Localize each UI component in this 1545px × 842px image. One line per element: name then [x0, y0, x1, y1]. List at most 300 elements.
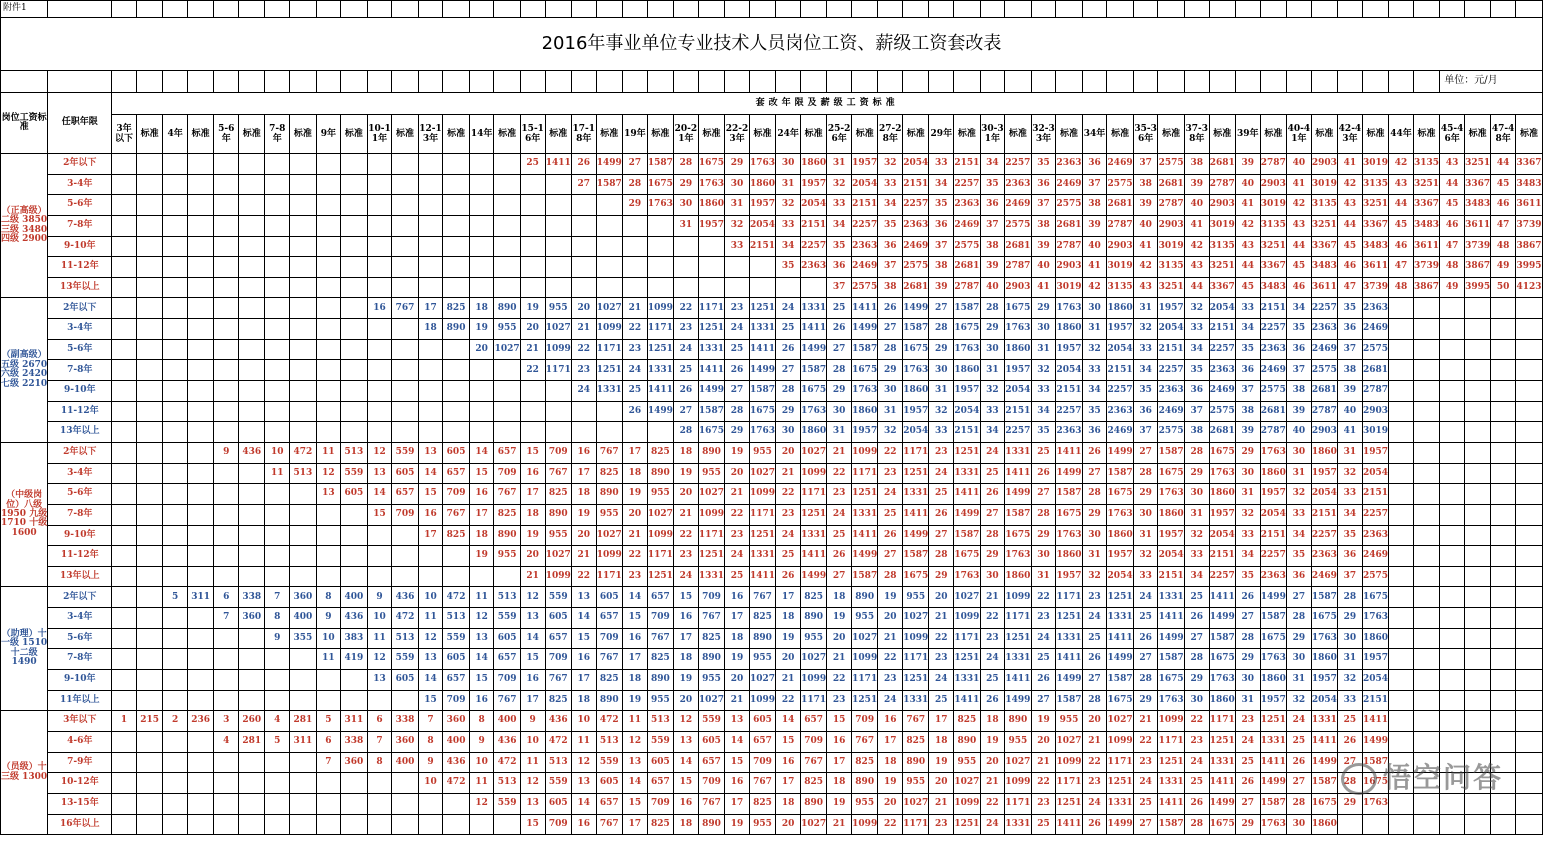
year-header: 34年: [1082, 115, 1107, 154]
empty-cell: [112, 442, 137, 463]
empty-cell: [1491, 504, 1516, 525]
salary-grade-cell: 22: [776, 690, 801, 711]
std-header: 标准: [1209, 115, 1235, 154]
salary-amount-cell: 3483: [1516, 174, 1543, 195]
empty-cell: [367, 319, 392, 340]
empty-cell: [1413, 690, 1439, 711]
empty-cell: [265, 670, 290, 691]
salary-grade-cell: 18: [776, 608, 801, 629]
salary-amount-cell: 1251: [800, 504, 826, 525]
empty-cell: [571, 401, 596, 422]
salary-grade-cell: 12: [469, 608, 494, 629]
empty-cell: [187, 298, 213, 319]
empty-cell: [163, 566, 188, 587]
table-row: [1, 463, 1543, 484]
salary-grade-cell: 19: [980, 731, 1005, 752]
salary-grade-cell: 12: [520, 587, 545, 608]
empty-cell: [290, 670, 316, 691]
empty-cell: [1311, 1, 1337, 18]
salary-amount-cell: 825: [545, 690, 571, 711]
salary-grade-cell: 11: [571, 731, 596, 752]
salary-grade-cell: 49: [1440, 277, 1465, 298]
empty-cell: [725, 1, 750, 18]
salary-amount-cell: 4123: [1516, 277, 1543, 298]
salary-grade-cell: 7: [316, 752, 341, 773]
salary-grade-cell: 36: [1133, 401, 1158, 422]
salary-grade-cell: 16: [674, 608, 699, 629]
salary-grade-cell: 27: [623, 154, 648, 175]
salary-amount-cell: 2575: [1107, 174, 1133, 195]
empty-cell: [1440, 422, 1465, 443]
tenure-label: 13年以上: [48, 277, 112, 298]
salary-grade-cell: 32: [1287, 690, 1312, 711]
salary-amount-cell: 1027: [596, 298, 622, 319]
empty-cell: [214, 628, 239, 649]
empty-cell: [290, 236, 316, 257]
empty-cell: [878, 1, 903, 18]
empty-cell: [1440, 381, 1465, 402]
tenure-label: 3-4年: [48, 463, 112, 484]
empty-cell: [392, 793, 418, 814]
salary-grade-cell: 14: [623, 773, 648, 794]
salary-amount-cell: 1171: [851, 463, 877, 484]
salary-grade-cell: 22: [776, 484, 801, 505]
salary-grade-cell: 9: [520, 711, 545, 732]
empty-cell: [367, 277, 392, 298]
salary-amount-cell: 2257: [1260, 546, 1286, 567]
salary-grade-cell: 23: [827, 484, 852, 505]
empty-cell: [239, 401, 265, 422]
empty-cell: [341, 381, 367, 402]
salary-amount-cell: 1331: [1005, 649, 1031, 670]
salary-amount-cell: 2363: [1260, 566, 1286, 587]
salary-amount-cell: 955: [494, 319, 520, 340]
empty-cell: [1338, 814, 1363, 835]
salary-amount-cell: 2151: [954, 154, 980, 175]
salary-amount-cell: 1331: [1311, 711, 1337, 732]
empty-cell: [1413, 463, 1439, 484]
salary-amount-cell: 3739: [1413, 257, 1439, 278]
salary-grade-cell: 13: [418, 442, 443, 463]
salary-amount-cell: 513: [341, 442, 367, 463]
year-header: 30-31年: [980, 115, 1005, 154]
salary-grade-cell: 32: [1082, 339, 1107, 360]
empty-cell: [1413, 360, 1439, 381]
empty-cell: [367, 236, 392, 257]
salary-grade-cell: 32: [1338, 670, 1363, 691]
salary-grade-cell: 36: [929, 215, 954, 236]
empty-cell: [674, 1, 699, 18]
empty-cell: [316, 319, 341, 340]
table-row: [1, 442, 1543, 463]
empty-cell: [1389, 422, 1414, 443]
salary-grade-cell: 37: [1338, 339, 1363, 360]
empty-cell: [112, 793, 137, 814]
salary-amount-cell: 2787: [954, 277, 980, 298]
salary-grade-cell: 25: [878, 504, 903, 525]
salary-grade-cell: 30: [1031, 319, 1056, 340]
empty-cell: [112, 587, 137, 608]
empty-cell: [1389, 360, 1414, 381]
tenure-label: 11-12年: [48, 401, 112, 422]
salary-grade-cell: 12: [469, 793, 494, 814]
salary-grade-cell: 29: [1133, 484, 1158, 505]
salary-grade-cell: 20: [827, 628, 852, 649]
salary-amount-cell: 2681: [1209, 422, 1235, 443]
empty-cell: [1516, 690, 1543, 711]
salary-amount-cell: 2903: [1005, 277, 1031, 298]
table-row: [1, 236, 1543, 257]
header-tenure: 任职年限: [48, 93, 112, 154]
salary-grade-cell: 33: [827, 195, 852, 216]
empty-cell: [341, 401, 367, 422]
empty-cell: [443, 174, 469, 195]
salary-amount-cell: 3611: [1464, 215, 1490, 236]
table-row: [1, 504, 1543, 525]
empty-cell: [903, 1, 929, 18]
salary-grade-cell: 19: [520, 525, 545, 546]
salary-amount-cell: 436: [239, 442, 265, 463]
empty-cell: [214, 814, 239, 835]
empty-cell: [239, 319, 265, 340]
salary-grade-cell: 40: [1287, 154, 1312, 175]
empty-cell: [1440, 298, 1465, 319]
salary-amount-cell: 1675: [647, 174, 673, 195]
salary-grade-cell: 32: [725, 215, 750, 236]
salary-amount-cell: 1171: [698, 298, 724, 319]
empty-cell: [469, 422, 494, 443]
empty-cell: [187, 442, 213, 463]
salary-grade-cell: 25: [980, 463, 1005, 484]
salary-grade-cell: 21: [980, 587, 1005, 608]
empty-cell: [265, 793, 290, 814]
salary-grade-cell: 38: [1133, 174, 1158, 195]
salary-grade-cell: 29: [776, 401, 801, 422]
salary-grade-cell: 34: [776, 236, 801, 257]
empty-cell: [265, 195, 290, 216]
empty-cell: [265, 752, 290, 773]
empty-cell: [418, 793, 443, 814]
salary-amount-cell: 2363: [800, 257, 826, 278]
salary-grade-cell: 40: [1235, 174, 1260, 195]
empty-cell: [341, 793, 367, 814]
salary-amount-cell: 2787: [1107, 215, 1133, 236]
salary-grade-cell: 5: [265, 731, 290, 752]
salary-amount-cell: 1587: [954, 525, 980, 546]
empty-cell: [1235, 1, 1260, 18]
empty-cell: [214, 793, 239, 814]
empty-cell: [545, 236, 571, 257]
salary-grade-cell: 8: [265, 608, 290, 629]
salary-grade-cell: 24: [1133, 773, 1158, 794]
salary-amount-cell: 1499: [1107, 814, 1133, 835]
salary-amount-cell: 1251: [954, 442, 980, 463]
empty-cell: [980, 1, 1005, 18]
salary-amount-cell: 1860: [1209, 690, 1235, 711]
salary-amount-cell: 2363: [1311, 546, 1337, 567]
salary-amount-cell: 1251: [1005, 628, 1031, 649]
salary-amount-cell: 1411: [1056, 649, 1082, 670]
salary-grade-cell: 20: [674, 484, 699, 505]
empty-cell: [1491, 1, 1516, 18]
empty-cell: [1440, 587, 1465, 608]
empty-cell: [290, 793, 316, 814]
empty-cell: [1516, 670, 1543, 691]
salary-grade-cell: 14: [571, 608, 596, 629]
salary-amount-cell: 1251: [596, 360, 622, 381]
salary-amount-cell: 2469: [1107, 422, 1133, 443]
salary-amount-cell: 3739: [1362, 277, 1388, 298]
salary-amount-cell: 2054: [1209, 525, 1235, 546]
empty-cell: [239, 670, 265, 691]
empty-cell: [239, 752, 265, 773]
empty-cell: [1389, 381, 1414, 402]
empty-cell: [136, 401, 162, 422]
salary-amount-cell: 605: [545, 793, 571, 814]
salary-amount-cell: 1860: [800, 422, 826, 443]
salary-grade-cell: 25: [1184, 773, 1209, 794]
salary-amount-cell: 767: [851, 731, 877, 752]
empty-cell: [316, 793, 341, 814]
empty-cell: [187, 257, 213, 278]
salary-grade-cell: 25: [1031, 442, 1056, 463]
salary-grade-cell: 23: [1082, 773, 1107, 794]
empty-cell: [1209, 1, 1235, 18]
empty-cell: [112, 752, 137, 773]
salary-grade-cell: 21: [1133, 711, 1158, 732]
empty-cell: [1491, 381, 1516, 402]
std-header: 标准: [443, 115, 469, 154]
salary-amount-cell: 1675: [903, 339, 929, 360]
empty-cell: [469, 174, 494, 195]
year-header: 22-23年: [725, 115, 750, 154]
tenure-label: 9-10年: [48, 670, 112, 691]
salary-grade-cell: 20: [571, 525, 596, 546]
empty-cell: [290, 174, 316, 195]
std-header: 标准: [1005, 115, 1031, 154]
salary-amount-cell: 825: [443, 298, 469, 319]
empty-cell: [367, 1, 392, 18]
salary-amount-cell: 955: [851, 793, 877, 814]
salary-amount-cell: 1171: [903, 814, 929, 835]
salary-amount-cell: 1411: [903, 504, 929, 525]
empty-cell: [1389, 463, 1414, 484]
salary-grade-cell: 23: [1184, 731, 1209, 752]
salary-grade-cell: 27: [1184, 628, 1209, 649]
salary-grade-cell: 7: [367, 731, 392, 752]
salary-amount-cell: 2054: [903, 422, 929, 443]
empty-cell: [443, 546, 469, 567]
salary-grade-cell: 43: [1235, 236, 1260, 257]
empty-cell: [1413, 608, 1439, 629]
salary-amount-cell: 2151: [954, 422, 980, 443]
salary-amount-cell: 825: [749, 608, 775, 629]
tenure-label: 2年以下: [48, 587, 112, 608]
salary-grade-cell: 17: [623, 814, 648, 835]
empty-cell: [1464, 484, 1490, 505]
salary-amount-cell: 1171: [1005, 793, 1031, 814]
salary-amount-cell: 2257: [1209, 339, 1235, 360]
table-row: [1, 731, 1543, 752]
salary-grade-cell: 32: [878, 154, 903, 175]
salary-amount-cell: 1957: [1311, 463, 1337, 484]
empty-cell: [1389, 628, 1414, 649]
salary-amount-cell: 3251: [1260, 236, 1286, 257]
salary-amount-cell: 559: [647, 731, 673, 752]
empty-cell: [1184, 71, 1209, 93]
salary-amount-cell: 2151: [1362, 484, 1388, 505]
salary-amount-cell: 1099: [1158, 711, 1184, 732]
empty-cell: [1516, 381, 1543, 402]
empty-cell: [1413, 793, 1439, 814]
empty-cell: [596, 71, 622, 93]
empty-cell: [1005, 1, 1031, 18]
salary-grade-cell: 24: [929, 670, 954, 691]
table-row: [1, 401, 1543, 422]
empty-cell: [1158, 71, 1184, 93]
salary-grade-cell: 16: [520, 463, 545, 484]
empty-cell: [1389, 587, 1414, 608]
salary-amount-cell: 709: [800, 731, 826, 752]
salary-amount-cell: 1957: [903, 401, 929, 422]
empty-cell: [316, 174, 341, 195]
salary-grade-cell: 15: [469, 670, 494, 691]
empty-cell: [341, 566, 367, 587]
empty-cell: [392, 257, 418, 278]
salary-amount-cell: 2151: [749, 236, 775, 257]
salary-grade-cell: 35: [1287, 319, 1312, 340]
empty-cell: [851, 1, 877, 18]
empty-cell: [239, 195, 265, 216]
empty-cell: [187, 319, 213, 340]
salary-amount-cell: 890: [851, 773, 877, 794]
salary-grade-cell: 12: [418, 628, 443, 649]
empty-cell: [443, 195, 469, 216]
empty-cell: [1464, 608, 1490, 629]
salary-amount-cell: 2575: [1056, 195, 1082, 216]
empty-cell: [187, 504, 213, 525]
empty-cell: [187, 422, 213, 443]
salary-amount-cell: 890: [494, 525, 520, 546]
empty-cell: [112, 649, 137, 670]
salary-amount-cell: 1411: [1209, 587, 1235, 608]
empty-cell: [239, 1, 265, 18]
salary-grade-cell: 17: [878, 731, 903, 752]
salary-grade-cell: 18: [469, 525, 494, 546]
salary-grade-cell: 16: [827, 731, 852, 752]
empty-cell: [1491, 670, 1516, 691]
salary-amount-cell: 1099: [749, 484, 775, 505]
salary-amount-cell: 559: [494, 793, 520, 814]
salary-amount-cell: 2054: [1311, 690, 1337, 711]
salary-grade-cell: 33: [725, 236, 750, 257]
empty-cell: [623, 236, 648, 257]
salary-amount-cell: 2575: [1005, 215, 1031, 236]
salary-grade-cell: 19: [623, 484, 648, 505]
salary-grade-cell: 20: [776, 649, 801, 670]
salary-amount-cell: 2903: [1260, 174, 1286, 195]
salary-grade-cell: 18: [776, 793, 801, 814]
salary-grade-cell: 8: [418, 731, 443, 752]
salary-amount-cell: 1957: [800, 174, 826, 195]
salary-amount-cell: 1587: [851, 339, 877, 360]
salary-amount-cell: 890: [749, 628, 775, 649]
empty-cell: [367, 773, 392, 794]
salary-amount-cell: 1171: [749, 504, 775, 525]
empty-cell: [239, 546, 265, 567]
salary-amount-cell: 1099: [545, 566, 571, 587]
salary-amount-cell: 767: [596, 649, 622, 670]
salary-amount-cell: 955: [1056, 711, 1082, 732]
salary-amount-cell: 1411: [954, 690, 980, 711]
empty-cell: [187, 690, 213, 711]
salary-grade-cell: 44: [1440, 174, 1465, 195]
salary-grade-cell: 22: [1031, 773, 1056, 794]
empty-cell: [494, 71, 520, 93]
salary-amount-cell: 2054: [954, 401, 980, 422]
empty-cell: [418, 215, 443, 236]
year-header: 3年以下: [112, 115, 137, 154]
salary-amount-cell: 436: [392, 587, 418, 608]
empty-cell: [316, 195, 341, 216]
salary-grade-cell: 41: [1133, 236, 1158, 257]
salary-amount-cell: 3135: [1260, 215, 1286, 236]
salary-amount-cell: 1675: [698, 154, 724, 175]
salary-grade-cell: 45: [1389, 215, 1414, 236]
salary-amount-cell: 890: [596, 690, 622, 711]
salary-amount-cell: 955: [903, 773, 929, 794]
salary-amount-cell: 955: [1005, 731, 1031, 752]
salary-grade-cell: 29: [1031, 298, 1056, 319]
empty-cell: [698, 71, 724, 93]
salary-grade-cell: 30: [1287, 442, 1312, 463]
salary-amount-cell: 955: [647, 690, 673, 711]
empty-cell: [239, 339, 265, 360]
empty-cell: [418, 195, 443, 216]
salary-grade-cell: 21: [827, 814, 852, 835]
empty-cell: [187, 793, 213, 814]
salary-amount-cell: 890: [596, 484, 622, 505]
salary-amount-cell: 2469: [1107, 154, 1133, 175]
salary-amount-cell: 955: [749, 814, 775, 835]
empty-cell: [290, 154, 316, 175]
empty-cell: [265, 381, 290, 402]
salary-grade-cell: 21: [929, 793, 954, 814]
salary-grade-cell: 21: [776, 670, 801, 691]
salary-grade-cell: 33: [1031, 381, 1056, 402]
salary-amount-cell: 1763: [1005, 546, 1031, 567]
salary-amount-cell: 2903: [1056, 257, 1082, 278]
salary-amount-cell: 1251: [1260, 711, 1286, 732]
salary-grade-cell: 32: [929, 401, 954, 422]
salary-grade-cell: 31: [1338, 649, 1363, 670]
salary-amount-cell: 1587: [1311, 773, 1337, 794]
salary-amount-cell: 2151: [1056, 381, 1082, 402]
salary-amount-cell: 2054: [749, 215, 775, 236]
empty-cell: [469, 71, 494, 93]
salary-grade-cell: 24: [1031, 628, 1056, 649]
empty-cell: [392, 525, 418, 546]
empty-cell: [1362, 71, 1388, 93]
empty-cell: [596, 277, 622, 298]
empty-cell: [1516, 442, 1543, 463]
salary-amount-cell: 1675: [1107, 484, 1133, 505]
empty-cell: [136, 277, 162, 298]
salary-grade-cell: 13: [367, 463, 392, 484]
salary-grade-cell: 17: [520, 484, 545, 505]
salary-grade-cell: 38: [878, 277, 903, 298]
empty-cell: [341, 814, 367, 835]
